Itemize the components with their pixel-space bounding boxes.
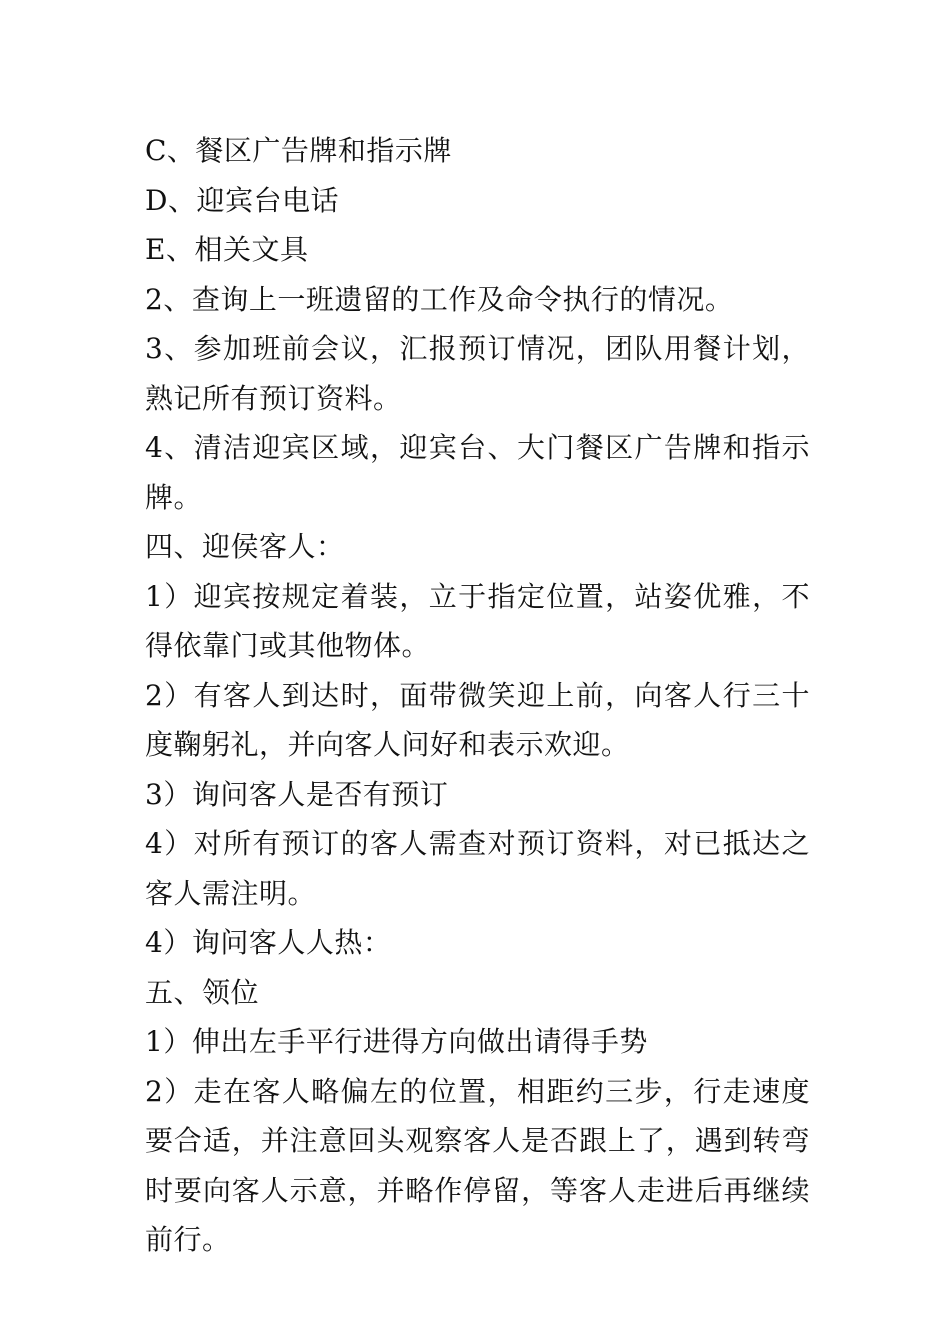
paragraph-greet-3: 3）询问客人是否有预订 bbox=[145, 777, 449, 811]
paragraph-greet-1: 1）迎宾按规定着装，立于指定位置，站姿优雅，不得依靠门或其他物体。 bbox=[145, 579, 810, 662]
section-heading-4: 四、迎侯客人： bbox=[145, 530, 345, 563]
paragraph-item-e: E、相关文具 bbox=[145, 233, 309, 266]
paragraph-greet-2: 2）有客人到达时，面带微笑迎上前，向客人行三十度鞠躬礼，并向客人问好和表示欢迎。 bbox=[145, 678, 810, 761]
paragraph-seat-2: 2）走在客人略偏左的位置，相距约三步，行走速度要合适，并注意回头观察客人是否跟上了，遇到转弯时要向客人示意，并略作停留，等客人走进后再继续前行。 bbox=[145, 1074, 810, 1256]
paragraph-seat-1: 1）伸出左手平行进得方向做出请得手势 bbox=[145, 1025, 648, 1058]
paragraph-greet-4: 4）对所有预订的客人需查对预订资料，对已抵达之客人需注明。 bbox=[145, 827, 810, 910]
paragraph-step-3: 3、参加班前会议，汇报预订情况，团队用餐计划，熟记所有预订资料。 bbox=[145, 332, 810, 415]
section-heading-5: 五、领位 bbox=[145, 975, 260, 1009]
document-body bbox=[145, 126, 810, 1265]
paragraph-greet-4b: 4）询问客人人热： bbox=[145, 926, 392, 959]
paragraph-step-4: 4、清洁迎宾区域，迎宾台、大门餐区广告牌和指示牌。 bbox=[145, 431, 810, 514]
paragraph-step-2: 2、查询上一班遗留的工作及命令执行的情况。 bbox=[145, 282, 734, 316]
paragraph-item-c: C、餐区广告牌和指示牌 bbox=[145, 134, 452, 167]
paragraph-item-d: D、迎宾台电话 bbox=[145, 183, 339, 217]
